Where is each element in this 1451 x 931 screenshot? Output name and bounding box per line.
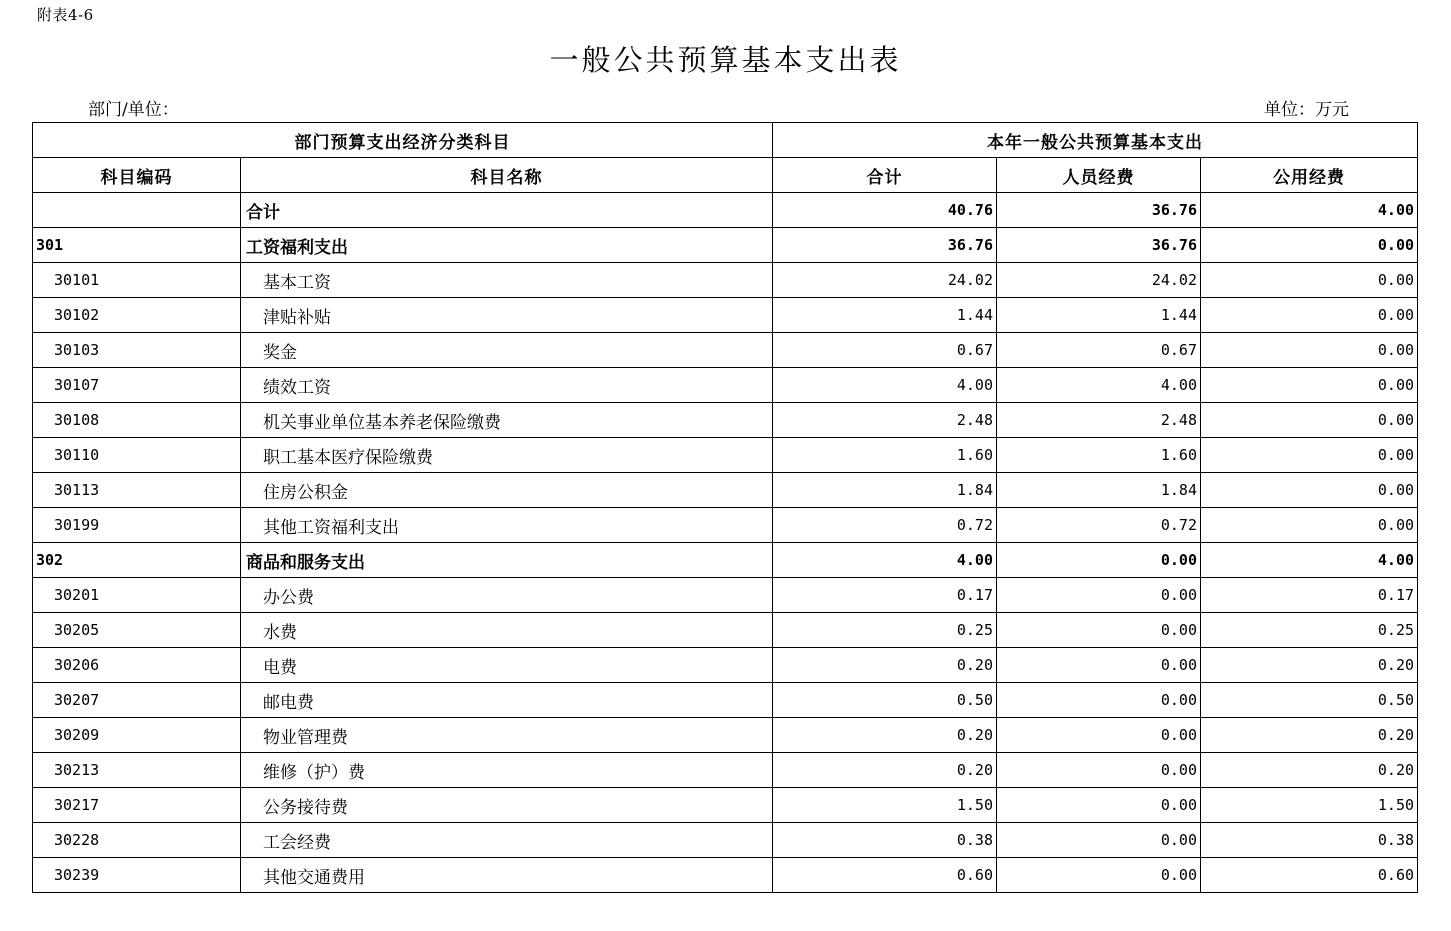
cell-public: 0.00 xyxy=(1201,508,1418,543)
cell-public: 0.00 xyxy=(1201,263,1418,298)
cell-personnel: 4.00 xyxy=(997,368,1201,403)
table-row xyxy=(33,368,1418,403)
cell-code: 30239 xyxy=(33,858,241,893)
cell-code: 302 xyxy=(33,543,241,578)
cell-code: 30199 xyxy=(33,508,241,543)
cell-total: 0.60 xyxy=(773,858,997,893)
table-row xyxy=(33,648,1418,683)
cell-code: 30102 xyxy=(33,298,241,333)
column-header-name: 科目名称 xyxy=(241,158,773,193)
cell-personnel: 1.44 xyxy=(997,298,1201,333)
cell-public: 0.00 xyxy=(1201,333,1418,368)
cell-personnel: 2.48 xyxy=(997,403,1201,438)
cell-public: 0.38 xyxy=(1201,823,1418,858)
cell-personnel: 0.00 xyxy=(997,578,1201,613)
cell-name: 绩效工资 xyxy=(241,368,773,403)
cell-public: 0.25 xyxy=(1201,613,1418,648)
cell-total: 0.20 xyxy=(773,718,997,753)
header-group-row xyxy=(33,123,1418,158)
cell-name: 商品和服务支出 xyxy=(241,543,773,578)
table-row xyxy=(33,823,1418,858)
cell-total: 2.48 xyxy=(773,403,997,438)
cell-personnel: 0.00 xyxy=(997,788,1201,823)
cell-total: 0.50 xyxy=(773,683,997,718)
column-header-total: 合计 xyxy=(773,158,997,193)
table-row xyxy=(33,473,1418,508)
cell-public: 0.00 xyxy=(1201,403,1418,438)
page-title: 一般公共预算基本支出表 xyxy=(549,43,902,77)
cell-name: 公务接待费 xyxy=(241,788,773,823)
column-header-public: 公用经费 xyxy=(1201,158,1418,193)
table-row xyxy=(33,508,1418,543)
cell-total: 0.25 xyxy=(773,613,997,648)
cell-total: 1.50 xyxy=(773,788,997,823)
cell-name: 奖金 xyxy=(241,333,773,368)
unit-label: 单位：万元 xyxy=(1264,100,1349,120)
cell-personnel: 0.00 xyxy=(997,683,1201,718)
cell-code: 30110 xyxy=(33,438,241,473)
cell-public: 1.50 xyxy=(1201,788,1418,823)
cell-code: 30206 xyxy=(33,648,241,683)
table-row xyxy=(33,578,1418,613)
cell-public: 0.00 xyxy=(1201,368,1418,403)
cell-name: 基本工资 xyxy=(241,263,773,298)
cell-name: 住房公积金 xyxy=(241,473,773,508)
cell-name: 维修（护）费 xyxy=(241,753,773,788)
cell-personnel: 36.76 xyxy=(997,228,1201,263)
table-row xyxy=(33,403,1418,438)
cell-public: 0.00 xyxy=(1201,438,1418,473)
cell-total: 24.02 xyxy=(773,263,997,298)
cell-code: 30101 xyxy=(33,263,241,298)
department-label: 部门/单位： xyxy=(88,100,179,120)
cell-public: 0.00 xyxy=(1201,473,1418,508)
cell-total: 0.38 xyxy=(773,823,997,858)
cell-total: 4.00 xyxy=(773,368,997,403)
cell-name: 津贴补贴 xyxy=(241,298,773,333)
table-row xyxy=(33,718,1418,753)
cell-code: 30108 xyxy=(33,403,241,438)
header-group-basic-expenditure: 本年一般公共预算基本支出 xyxy=(773,123,1418,158)
cell-public: 0.00 xyxy=(1201,298,1418,333)
cell-total: 0.72 xyxy=(773,508,997,543)
budget-table xyxy=(32,122,1418,893)
cell-total: 0.67 xyxy=(773,333,997,368)
table-row xyxy=(33,543,1418,578)
cell-personnel: 0.67 xyxy=(997,333,1201,368)
cell-name: 工资福利支出 xyxy=(241,228,773,263)
table-row xyxy=(33,193,1418,228)
cell-public: 0.20 xyxy=(1201,718,1418,753)
cell-personnel: 0.00 xyxy=(997,718,1201,753)
cell-code: 30228 xyxy=(33,823,241,858)
table-row xyxy=(33,858,1418,893)
cell-personnel: 36.76 xyxy=(997,193,1201,228)
cell-total: 1.44 xyxy=(773,298,997,333)
cell-public: 0.60 xyxy=(1201,858,1418,893)
cell-personnel: 0.00 xyxy=(997,648,1201,683)
cell-total: 0.20 xyxy=(773,648,997,683)
cell-code: 30113 xyxy=(33,473,241,508)
header-column-row xyxy=(33,158,1418,193)
cell-personnel: 0.72 xyxy=(997,508,1201,543)
cell-public: 0.00 xyxy=(1201,228,1418,263)
cell-total: 36.76 xyxy=(773,228,997,263)
cell-code: 301 xyxy=(33,228,241,263)
header-group-classification: 部门预算支出经济分类科目 xyxy=(33,123,773,158)
cell-personnel: 1.60 xyxy=(997,438,1201,473)
cell-name: 职工基本医疗保险缴费 xyxy=(241,438,773,473)
cell-name: 物业管理费 xyxy=(241,718,773,753)
table-row xyxy=(33,298,1418,333)
cell-code: 30207 xyxy=(33,683,241,718)
cell-code: 30217 xyxy=(33,788,241,823)
table-row xyxy=(33,438,1418,473)
table-row xyxy=(33,788,1418,823)
cell-personnel: 0.00 xyxy=(997,823,1201,858)
cell-name: 电费 xyxy=(241,648,773,683)
cell-code: 30213 xyxy=(33,753,241,788)
cell-personnel: 0.00 xyxy=(997,753,1201,788)
table-row xyxy=(33,683,1418,718)
cell-public: 0.20 xyxy=(1201,753,1418,788)
cell-name: 办公费 xyxy=(241,578,773,613)
cell-code: 30107 xyxy=(33,368,241,403)
cell-public: 4.00 xyxy=(1201,543,1418,578)
table-row xyxy=(33,228,1418,263)
cell-total: 1.84 xyxy=(773,473,997,508)
cell-personnel: 0.00 xyxy=(997,613,1201,648)
cell-personnel: 0.00 xyxy=(997,858,1201,893)
cell-total: 0.17 xyxy=(773,578,997,613)
cell-total: 0.20 xyxy=(773,753,997,788)
cell-personnel: 0.00 xyxy=(997,543,1201,578)
cell-total: 40.76 xyxy=(773,193,997,228)
table-row xyxy=(33,613,1418,648)
cell-total: 4.00 xyxy=(773,543,997,578)
cell-name: 合计 xyxy=(241,193,773,228)
cell-name: 邮电费 xyxy=(241,683,773,718)
cell-public: 4.00 xyxy=(1201,193,1418,228)
cell-public: 0.20 xyxy=(1201,648,1418,683)
cell-code: 30201 xyxy=(33,578,241,613)
column-header-personnel: 人员经费 xyxy=(997,158,1201,193)
cell-name: 机关事业单位基本养老保险缴费 xyxy=(241,403,773,438)
cell-public: 0.17 xyxy=(1201,578,1418,613)
cell-personnel: 24.02 xyxy=(997,263,1201,298)
table-row xyxy=(33,263,1418,298)
cell-code xyxy=(33,193,241,228)
table-row xyxy=(33,753,1418,788)
cell-total: 1.60 xyxy=(773,438,997,473)
table-row xyxy=(33,333,1418,368)
cell-name: 水费 xyxy=(241,613,773,648)
column-header-code: 科目编码 xyxy=(33,158,241,193)
cell-personnel: 1.84 xyxy=(997,473,1201,508)
cell-code: 30205 xyxy=(33,613,241,648)
cell-code: 30103 xyxy=(33,333,241,368)
cell-public: 0.50 xyxy=(1201,683,1418,718)
cell-name: 工会经费 xyxy=(241,823,773,858)
cell-name: 其他交通费用 xyxy=(241,858,773,893)
cell-name: 其他工资福利支出 xyxy=(241,508,773,543)
attachment-label: 附表4-6 xyxy=(37,6,94,24)
cell-code: 30209 xyxy=(33,718,241,753)
